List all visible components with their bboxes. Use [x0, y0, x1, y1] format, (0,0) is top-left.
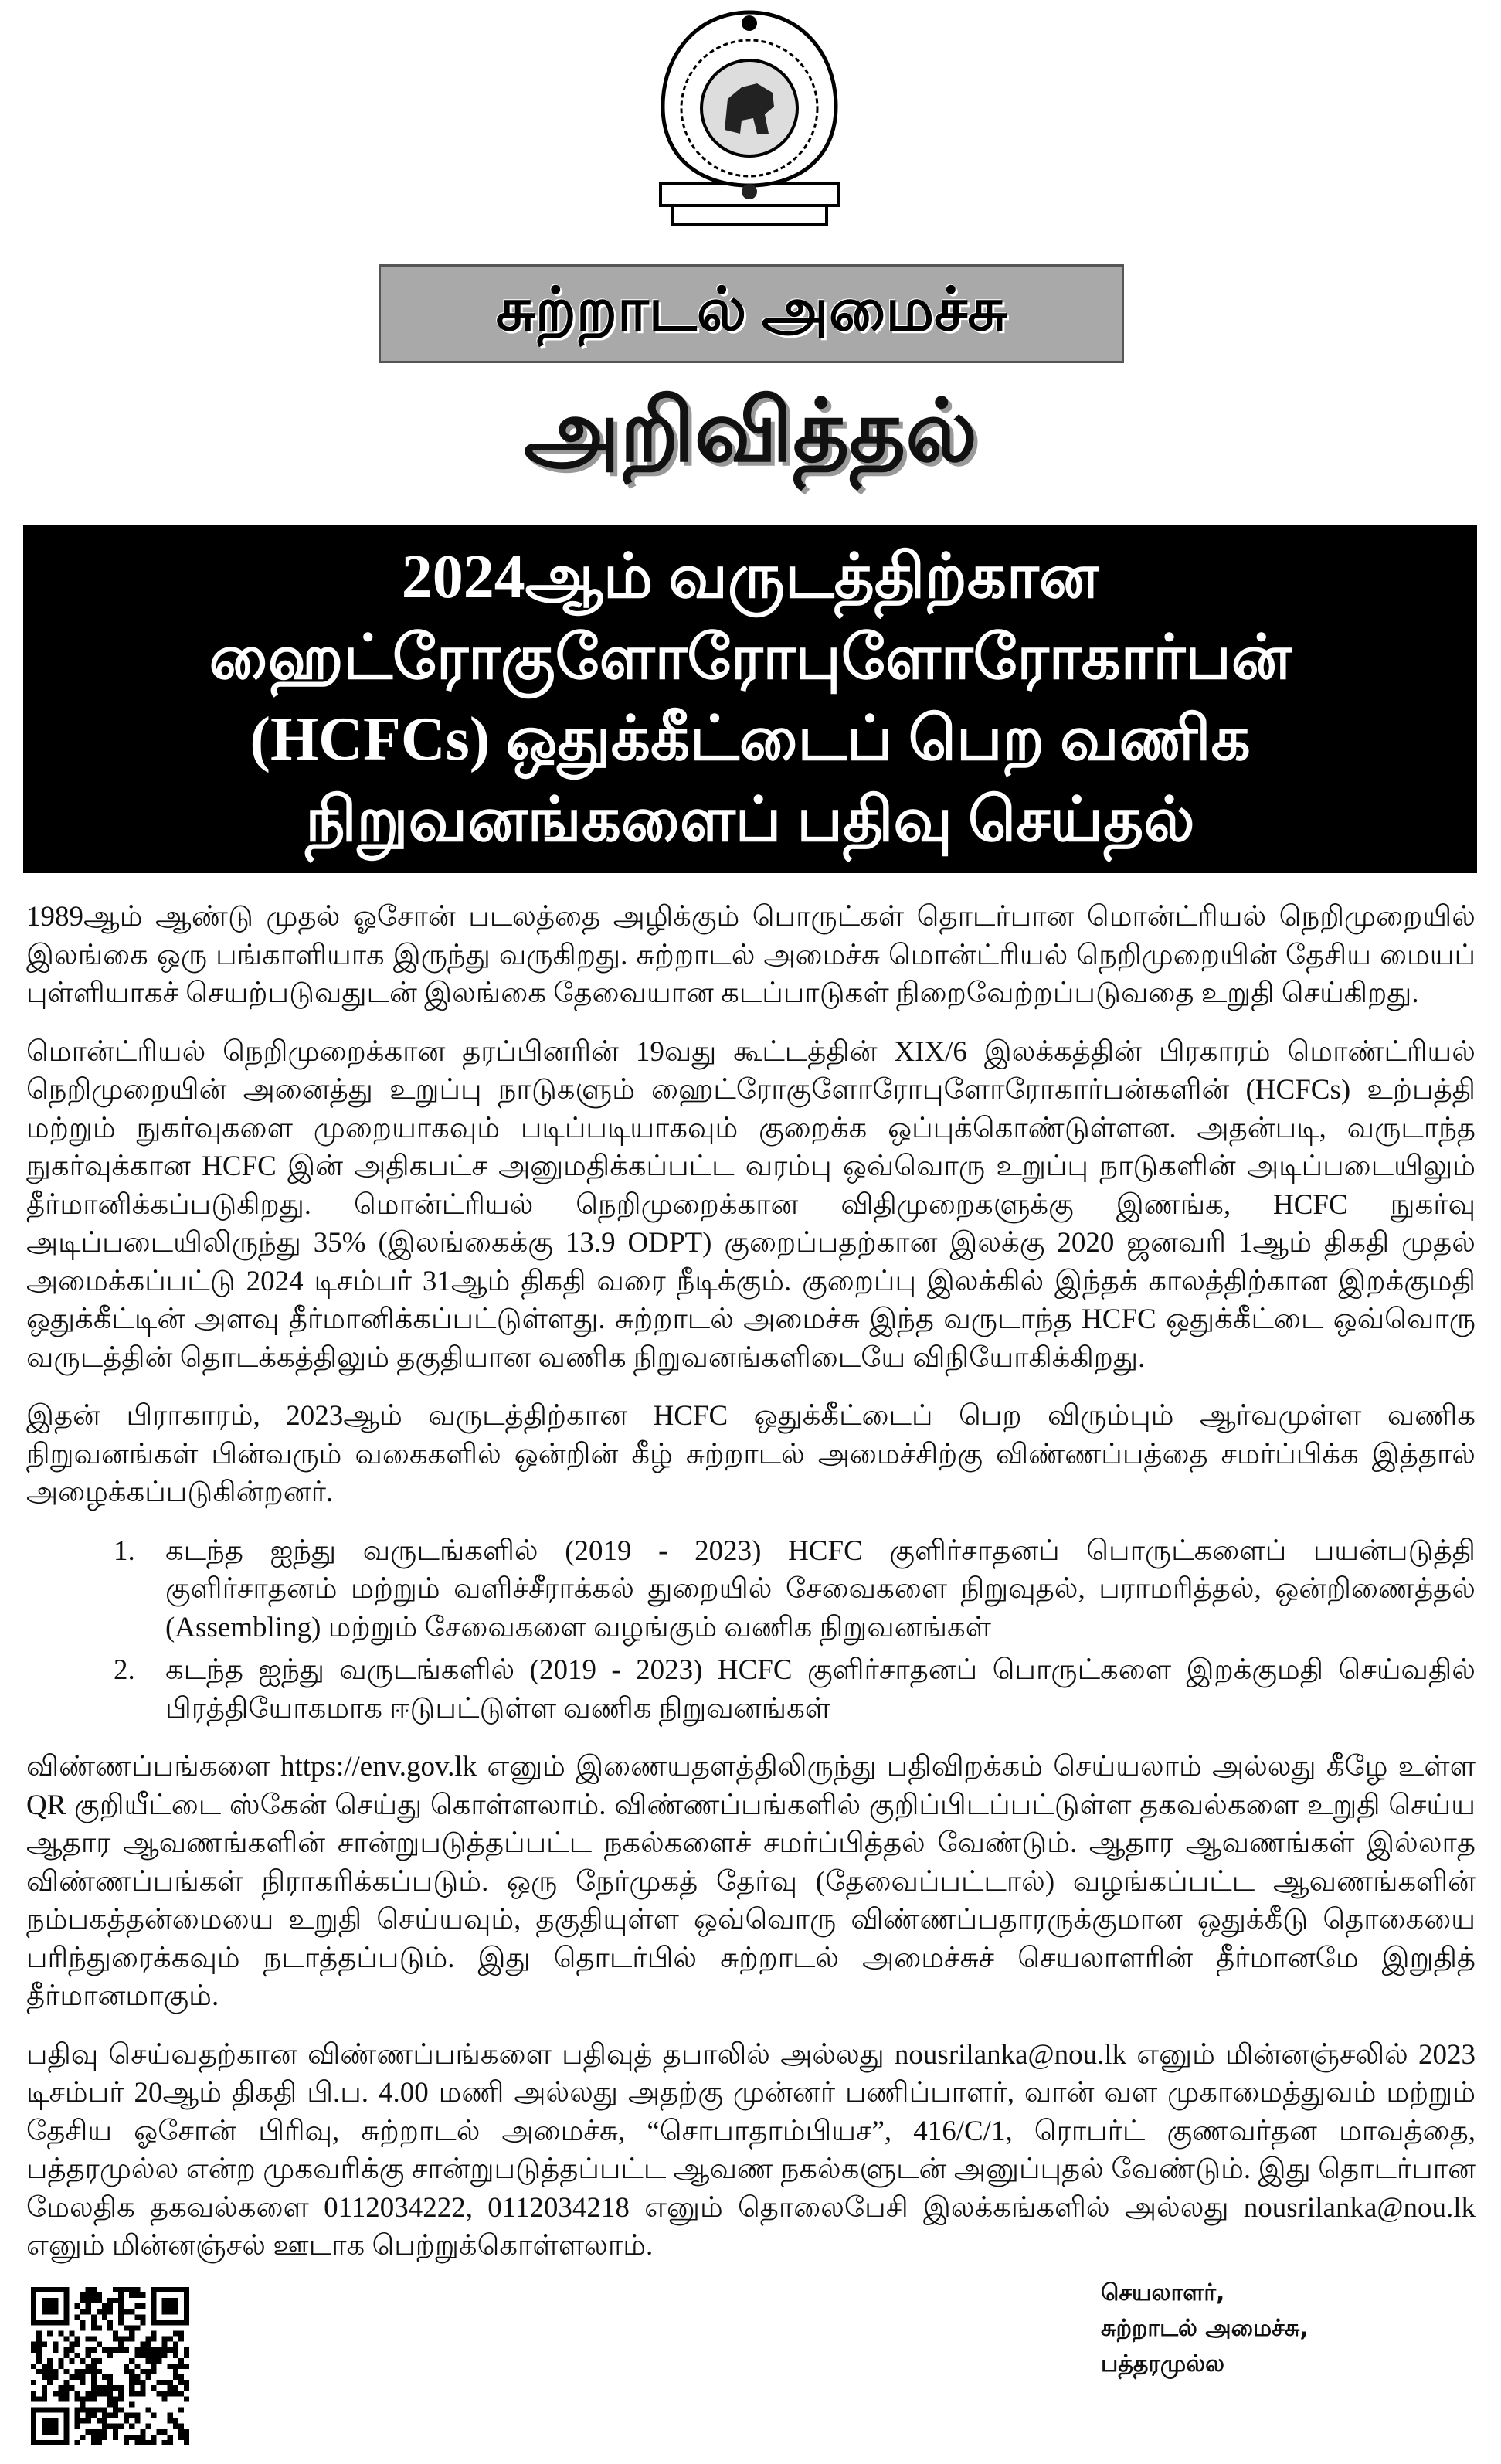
title-line: ஹைட்ரோகுளோரோபுளோரோகார்பன் [209, 624, 1292, 692]
signature-block [1101, 2275, 1309, 2382]
eligibility-list [26, 1532, 1476, 1728]
qr-code-icon[interactable] [31, 2287, 189, 2445]
title-line: (HCFCs) ஒதுக்கீட்டைப் பெற வணிக [250, 705, 1251, 773]
list-item: 1. கடந்த ஐந்து வருடங்களில் (2019 - 2023) HCFC குளிர்சாதனப் பொருட்களைப் பயன்படுத்தி குளிர்சாதனம் மற்றும் வளிச்சீராக்கல் துறையில் சேவைகளை நிறுவுதல், பராமரித்தல், ஒன்றிணைத்தல் (Assembling) மற்றும் சேவைகளை வழங்கும் வணிக நிறுவனங்கள் [142, 1532, 1476, 1647]
signature-location: பத்தரமுல்ல [1101, 2350, 1225, 2377]
paragraph-montreal-protocol: மொன்ட்ரியல் நெறிமுறைக்கான தரப்பினரின் 19வது கூட்டத்தின் XIX/6 இலக்கத்தின் பிரகாரம் மொண்ட்ரியல் நெறிமுறையின் அனைத்து உறுப்பு நாடுகளும் ஹைட்ரோகுளோரோபுளோரோகார்பன்களின் (HCFCs) உற்பத்தி மற்றும் நுகர்வுகளை முறையாகவும் படிப்படியாகவும் குறைக்க ஒப்புக்கொண்டுள்ளன. அதன்படி, வருடாந்த நுகர்வுக்கான HCFC இன் அதிகபட்ச அனுமதிக்கப்பட்ட வரம்பு ஒவ்வொரு உறுப்பு நாடுகளின் அடிப்படையிலும் தீர்மானிக்கப்படுகிறது. மொன்ட்ரியல் நெறிமுறைக்கான விதிமுறைகளுக்கு இணங்க, HCFC நுகர்வு அடிப்படையிலிருந்து 35% (இலங்கைக்கு 13.9 ODPT) குறைப்பதற்கான இலக்கு 2020 ஜனவரி 1ஆம் திகதி முதல் அமைக்கப்பட்டு 2024 டிசம்பர் 31ஆம் திகதி வரை நீடிக்கும். குறைப்பு இலக்கில் இந்தக் காலத்திற்கான இறக்குமதி ஒதுக்கீட்டின் அளவு தீர்மானிக்கப்பட்டுள்ளது. சுற்றாடல் அமைச்சு இந்த வருடாந்த HCFC ஒதுக்கீட்டை ஒவ்வொரு வருடத்தின் தொடக்கத்திலும் தகுதியான வணிக நிறுவனங்களிடையே விநியோகிக்கிறது. [26, 1035, 1476, 1374]
title-line: 2024ஆம் வருடத்திற்கான [401, 543, 1099, 611]
notice-body [26, 898, 1476, 2286]
notice-heading: அறிவித்தல் [523, 384, 978, 480]
paragraph-background: 1989ஆம் ஆண்டு முதல் ஓசோன் படலத்தை அழிக்கும் பொருட்கள் தொடர்பான மொன்ட்ரியல் நெறிமுறையில் இலங்கை ஒரு பங்காளியாக இருந்து வருகிறது. சுற்றாடல் அமைச்சு மொன்ட்ரியல் நெறிமுறையின் தேசிய மையப் புள்ளியாகச் செயற்படுவதுடன் இலங்கை தேவையான கடப்பாடுகள் நிறைவேற்றப்படுவதை உறுதி செய்கிறது. [26, 901, 1476, 1009]
paragraph-invitation: இதன் பிராகாரம், 2023ஆம் வருடத்திற்கான HCFC ஒதுக்கீட்டைப் பெற விரும்பும் ஆர்வமுள்ள வணிக நிறுவனங்கள் பின்வரும் வகைகளில் ஒன்றின் கீழ் சுற்றாடல் அமைச்சிற்கு விண்ணப்பத்தை சமர்ப்பிக்க இத்தால் அழைக்கப்படுகின்றனர். [26, 1400, 1476, 1508]
ministry-name-banner: சுற்றாடல் அமைச்சு [379, 264, 1124, 363]
list-item: 2. கடந்த ஐந்து வருடங்களில் (2019 - 2023) HCFC குளிர்சாதனப் பொருட்களை இறக்குமதி செய்வதில் பிரத்தியோகமாக ஈடுபட்டுள்ள வணிக நிறுவனங்கள் [142, 1651, 1476, 1728]
notice-title-box [23, 525, 1477, 873]
paragraph-submission: பதிவு செய்வதற்கான விண்ணப்பங்களை பதிவுத் தபாலில் அல்லது nousrilanka@nou.lk எனும் மின்னஞ்சலில் 2023 டிசம்பர் 20ஆம் திகதி பி.ப. 4.00 மணி அல்லது அதற்கு முன்னர் பணிப்பாளர், வான் வள முகாமைத்துவம் மற்றும் தேசிய ஓசோன் பிரிவு, சுற்றாடல் அமைச்சு, “சொபாதாம்பியச”, 416/C/1, ரொபர்ட் குணவர்தன மாவத்தை, பத்தரமுல்ல என்ற முகவரிக்கு சான்றுபடுத்தப்பட்ட ஆவண நகல்களுடன் அனுப்புதல் வேண்டும். இது தொடர்பான மேலதிக தகவல்களை 0112034222, 0112034218 எனும் தொலைபேசி இலக்கங்களில் அல்லது nousrilanka@nou.lk எனும் மின்னஞ்சல் ஊடாக பெற்றுக்கொள்ளலாம். [26, 2038, 1476, 2262]
paragraph-application: விண்ணப்பங்களை https://env.gov.lk எனும் இணையதளத்திலிருந்து பதிவிறக்கம் செய்யலாம் அல்லது கீழே உள்ள QR குறியீட்டை ஸ்கேன் செய்து கொள்ளலாம். விண்ணப்பங்களில் குறிப்பிடப்பட்டுள்ள தகவல்களை உறுதி செய்ய ஆதார ஆவணங்களின் சான்றுபடுத்தப்பட்ட நகல்களைச் சமர்ப்பித்தல் வேண்டும். ஆதார ஆவணங்கள் இல்லாத விண்ணப்பங்கள் நிராகரிக்கப்படும். ஒரு நேர்முகத் தேர்வு (தேவைப்பட்டால்) வழங்கப்பட்ட ஆவணங்களின் நம்பகத்தன்மையை உறுதி செய்யவும், தகுதியுள்ள ஒவ்வொரு விண்ணப்பதாரருக்குமான ஒதுக்கீடு தொகையை பரிந்துரைக்கவும் நடாத்தப்படும். இது தொடர்பில் சுற்றாடல் அமைச்சுச் செயலாளரின் தீர்மானமே இறுதித் தீர்மானமாகும். [26, 1751, 1476, 2012]
government-emblem-icon [657, 6, 842, 230]
signature-ministry: சுற்றாடல் அமைச்சு, [1101, 2315, 1309, 2342]
signature-title: செயலாளர், [1101, 2279, 1225, 2306]
title-line: நிறுவனங்களைப் பதிவு செய்தல் [305, 787, 1195, 855]
